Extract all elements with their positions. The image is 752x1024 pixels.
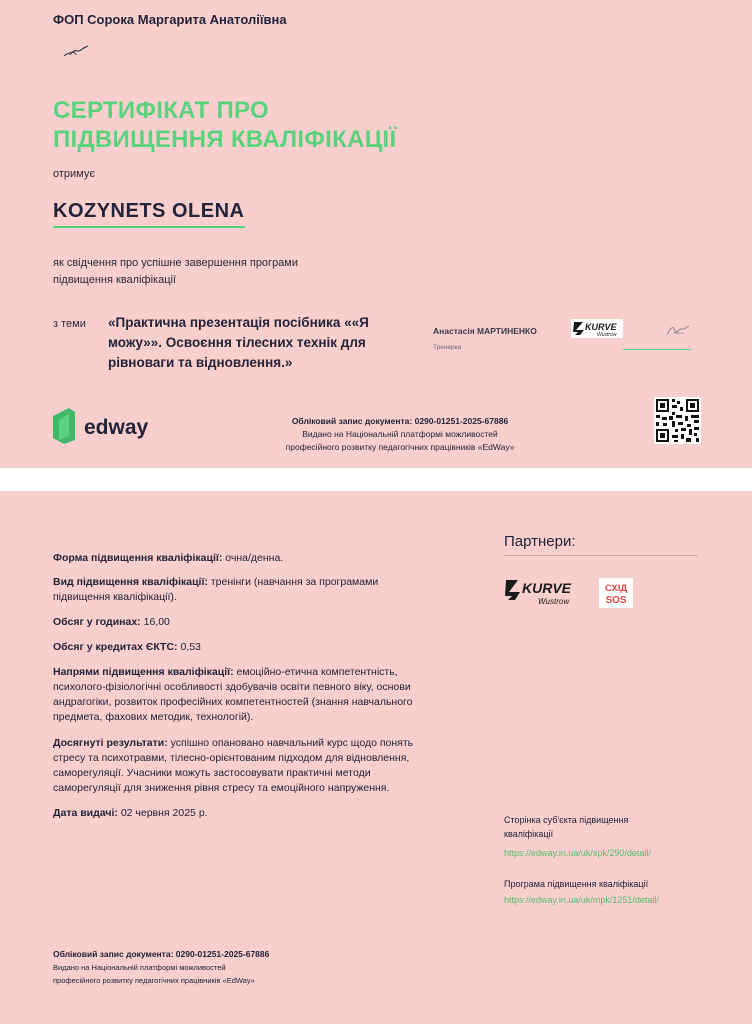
certificate-title-line1: СЕРТИФІКАТ ПРО — [53, 97, 270, 124]
kurve-partner-logo-text: KURVE — [522, 580, 572, 596]
partners-title: Партнери: — [504, 533, 576, 550]
results-row — [53, 736, 463, 796]
topic-line2: можу»». Освоєння тілесних технік для — [108, 335, 366, 350]
record-issued-line2: професійного розвитку педагогічних працівників «EdWay» — [285, 442, 515, 452]
shid-sos-partner-logo[interactable] — [599, 578, 633, 608]
hours-row — [53, 615, 463, 630]
edway-logo-text: edway — [84, 416, 149, 439]
kurve-logo — [571, 319, 623, 338]
directions-value-2: психолого-фізіологічні особливості здобувачів освіти певного віку, основи — [53, 681, 411, 693]
signature-line — [623, 349, 691, 350]
record-info-bottom — [53, 948, 269, 987]
results-label: Досягнуті результати: — [53, 737, 168, 749]
record-bottom-label: Обліковий запис документа: — [53, 949, 174, 959]
partners-divider — [504, 555, 698, 556]
date-value: 02 червня 2025 р. — [120, 807, 208, 819]
directions-value-1: емоційно-етична компетентність, — [236, 666, 398, 678]
results-value-4: саморегуляції для зниження рівня стресу та емоційного напруження. — [53, 782, 390, 794]
testimony-line2: підвищення кваліфікації — [53, 274, 176, 286]
signer-name: Анастасія МАРТИНЕНКО — [433, 326, 537, 336]
kind-value-1: тренінги (навчання за програмами — [210, 576, 379, 588]
edway-logo — [53, 408, 178, 444]
topic-title — [108, 313, 408, 373]
signature-image — [62, 42, 90, 60]
certificate-page-front — [0, 0, 752, 468]
record-bottom-number: 0290-01251-2025-67886 — [175, 949, 270, 959]
kurve-partner-logo-subtext: Wustrow — [538, 597, 570, 606]
record-bottom-number-line — [53, 948, 269, 961]
kind-row — [53, 575, 463, 605]
signer-role: Тренерка — [433, 344, 462, 351]
subject-page-label — [504, 813, 704, 841]
certificate-title — [53, 96, 396, 154]
directions-label: Напрями підвищення кваліфікації: — [53, 666, 234, 678]
subject-label-line2: кваліфікації — [504, 829, 554, 839]
program-link[interactable]: https://edway.in.ua/uk/mpk/1251/detail/ — [504, 895, 659, 905]
credits-row — [53, 640, 463, 655]
program-label: Програма підвищення кваліфікації — [504, 879, 649, 889]
topic-label: з теми — [53, 318, 86, 330]
certificate-title-line2: ПІДВИЩЕННЯ КВАЛІФІКАЦІЇ — [53, 126, 397, 153]
kind-label: Вид підвищення кваліфікації: — [53, 576, 208, 588]
shid-logo-text-2: SOS — [605, 595, 627, 606]
date-label: Дата видачі: — [53, 807, 118, 819]
form-value: очна/денна. — [225, 552, 284, 564]
hours-value: 16,00 — [143, 616, 170, 628]
date-row — [53, 806, 463, 821]
subject-page-link[interactable]: https://edway.in.ua/uk/spk/290/detail/ — [504, 848, 651, 858]
qr-code[interactable] — [654, 397, 701, 444]
directions-row — [53, 665, 463, 725]
trainer-signature-image — [664, 322, 692, 338]
record-bottom-issued-line1: Видано на Національній платформі можливостей — [53, 963, 226, 972]
issuer-name: ФОП Сорока Маргарита Анатоліївна — [53, 12, 287, 27]
credits-label: Обсяг у кредитах ЄКТС: — [53, 641, 178, 653]
record-number: 0290-01251-2025-67886 — [414, 416, 509, 426]
kurve-logo-subtext: Wustrow — [597, 332, 617, 338]
directions-value-4: предмета, фахових методик, технологій). — [53, 711, 254, 723]
topic-line1: «Практична презентація посібника ««Я — [108, 315, 369, 330]
kind-value-2: підвищення кваліфікації). — [53, 591, 177, 603]
kurve-logo-text: KURVE — [585, 322, 617, 332]
hours-label: Обсяг у годинах: — [53, 616, 141, 628]
results-value-3: саморегуляції. Учасники можуть застосовувати практичні методи — [53, 767, 371, 779]
record-bottom-issued-line2: професійного розвитку педагогічних працівників «EdWay» — [53, 976, 255, 985]
results-value-2: стресу та психотравми, тілесно-орієнтованим підходом для відновлення, — [53, 752, 410, 764]
receives-label: отримує — [53, 168, 95, 180]
results-value-1: успішно опановано навчальний курс щодо понять — [170, 737, 414, 749]
record-issued-line1: Видано на Національній платформі можливостей — [302, 429, 498, 439]
subject-label-line1: Сторінка суб'єкта підвищення — [504, 815, 629, 825]
testimony-line1: як свідчення про успішне завершення програми — [53, 257, 299, 269]
kurve-partner-logo[interactable] — [504, 577, 578, 609]
directions-value-3: андрагогіки, розвиток професійних компетентностей (знання навчального — [53, 696, 413, 708]
name-underline — [53, 226, 245, 228]
record-label: Обліковий запис документа: — [291, 416, 413, 426]
form-row — [53, 551, 463, 566]
credits-value: 0,53 — [180, 641, 201, 653]
recipient-name: KOZYNETS OLENA — [53, 200, 245, 222]
record-info — [220, 415, 580, 454]
testimony-text — [53, 255, 298, 289]
record-number-line — [220, 415, 580, 428]
form-label: Форма підвищення кваліфікації: — [53, 552, 223, 564]
shid-logo-text-1: СХІД — [604, 583, 628, 594]
topic-line3: рівноваги та відновлення.» — [108, 355, 293, 370]
